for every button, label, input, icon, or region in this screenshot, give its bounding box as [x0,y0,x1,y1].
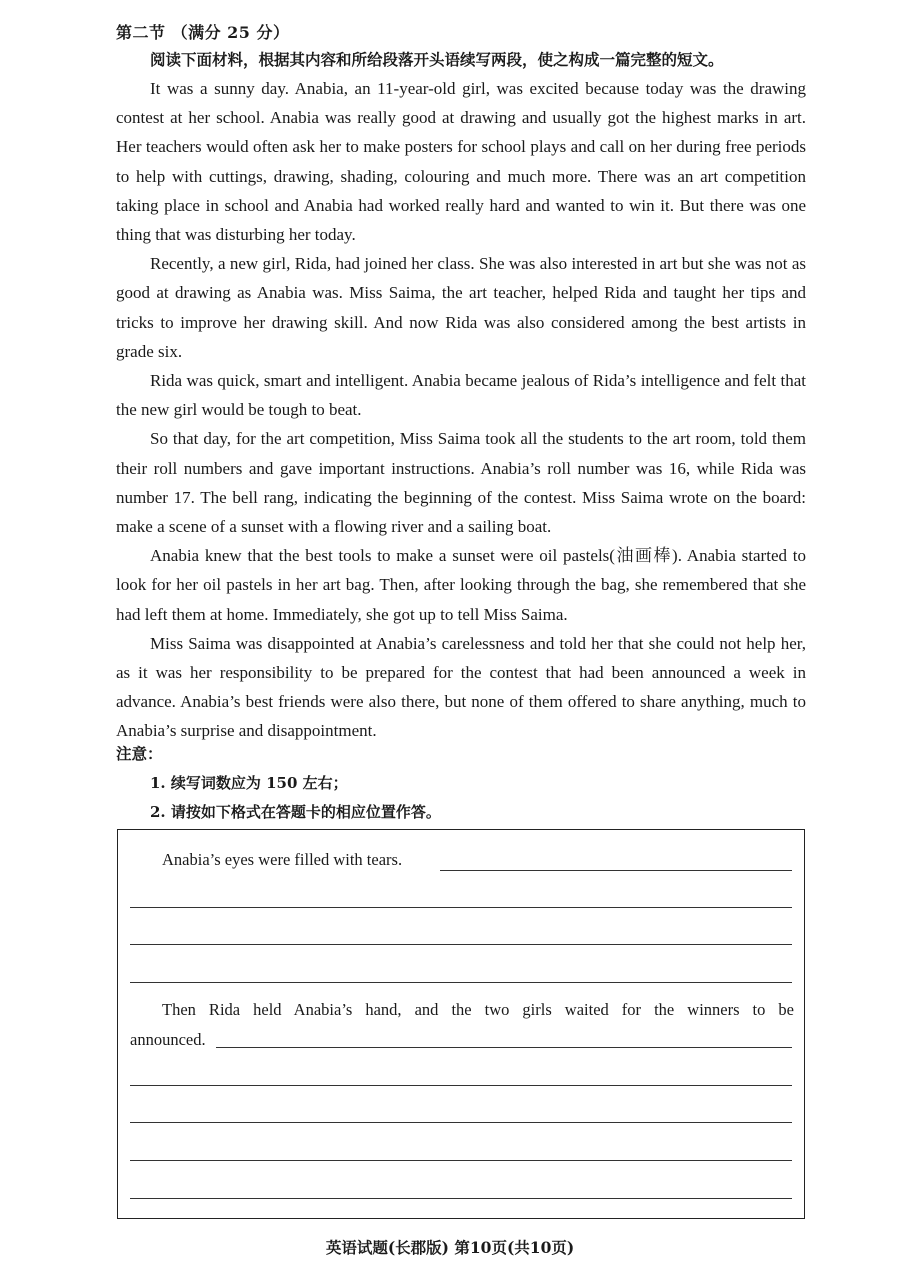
writing-line[interactable] [130,1122,792,1123]
notes-heading: 注意： [116,744,163,763]
writing-line[interactable] [130,982,792,983]
paragraph-starter-2-continued: announced. [130,1030,206,1049]
writing-line[interactable] [130,1198,792,1199]
writing-line[interactable] [130,907,792,908]
passage-paragraph: So that day, for the art competition, Miss Saima took all the students to the art room, told them their roll numbers and gave important instructions. Anabia’s roll number was 16, while Rida was number 17. The bell rang, indicating the beginning of the contest. Miss Saima wrote on the board: make a scene of a sunset with a flowing river and a sailing boat. [116,429,806,537]
note-item-format: 2. 请按如下格式在答题卡的相应位置作答。 [150,803,441,821]
answer-box [117,829,805,1219]
passage-paragraph: Recently, a new girl, Rida, had joined her class. She was also interested in art but she was not as good at drawing as Anabia was. Miss Saima, the art teacher, helped Rida and taught her tips and tricks to improve her drawing skill. And now Rida was also considered among the best artists in grade six. [116,254,806,361]
note-item-word-count: 1. 续写词数应为 150 左右； [150,774,348,792]
passage-paragraph: Rida was quick, smart and intelligent. Anabia became jealous of Rida’s intelligence and felt that the new girl would be tough to beat. [116,371,806,420]
writing-line[interactable] [440,870,792,871]
passage-paragraph: Anabia knew that the best tools to make a sunset were oil pastels(油画棒). Anabia started to look for her oil pastels in her art bag. Then, after looking through the bag, she remembered that she had left them at home. Immediately, she got up to tell Miss Saima. [116,546,806,624]
paragraph-starter-2: Then Rida held Anabia’s hand, and the two girls waited for the winners to be [162,1000,794,1019]
writing-line[interactable] [130,944,792,945]
passage-paragraph: It was a sunny day. Anabia, an 11-year-old girl, was excited because today was the drawing contest at her school. Anabia was really good at drawing and usually got the highest marks in art. Her teachers would often ask her to make posters for school plays and call on her during free periods to help with cuttings, drawing, shading, colouring and much more. There was an art competition taking place in school and Anabia had worked really hard and wanted to win it. But there was one thing that was disturbing her today. [116,79,806,245]
writing-line[interactable] [130,1085,792,1086]
reading-passage [116,74,806,746]
writing-line[interactable] [216,1047,792,1048]
passage-paragraph: Miss Saima was disappointed at Anabia’s carelessness and told her that she could not help her, as it was her responsibility to be prepared for the contest that had been announced a week in advance. Anabia’s best friends were also there, but none of them offered to share anything, much to Anabia’s surprise and disappointment. [116,633,806,741]
paragraph-starter-1: Anabia’s eyes were filled with tears. [162,850,403,869]
writing-line[interactable] [130,1160,792,1161]
page-footer: 英语试题(长郡版) 第10页(共10页) [325,1238,575,1257]
section-title: 第二节 （满分 25 分） [116,23,290,42]
task-instruction: 阅读下面材料，根据其内容和所给段落开头语续写两段，使之构成一篇完整的短文。 [150,50,724,69]
